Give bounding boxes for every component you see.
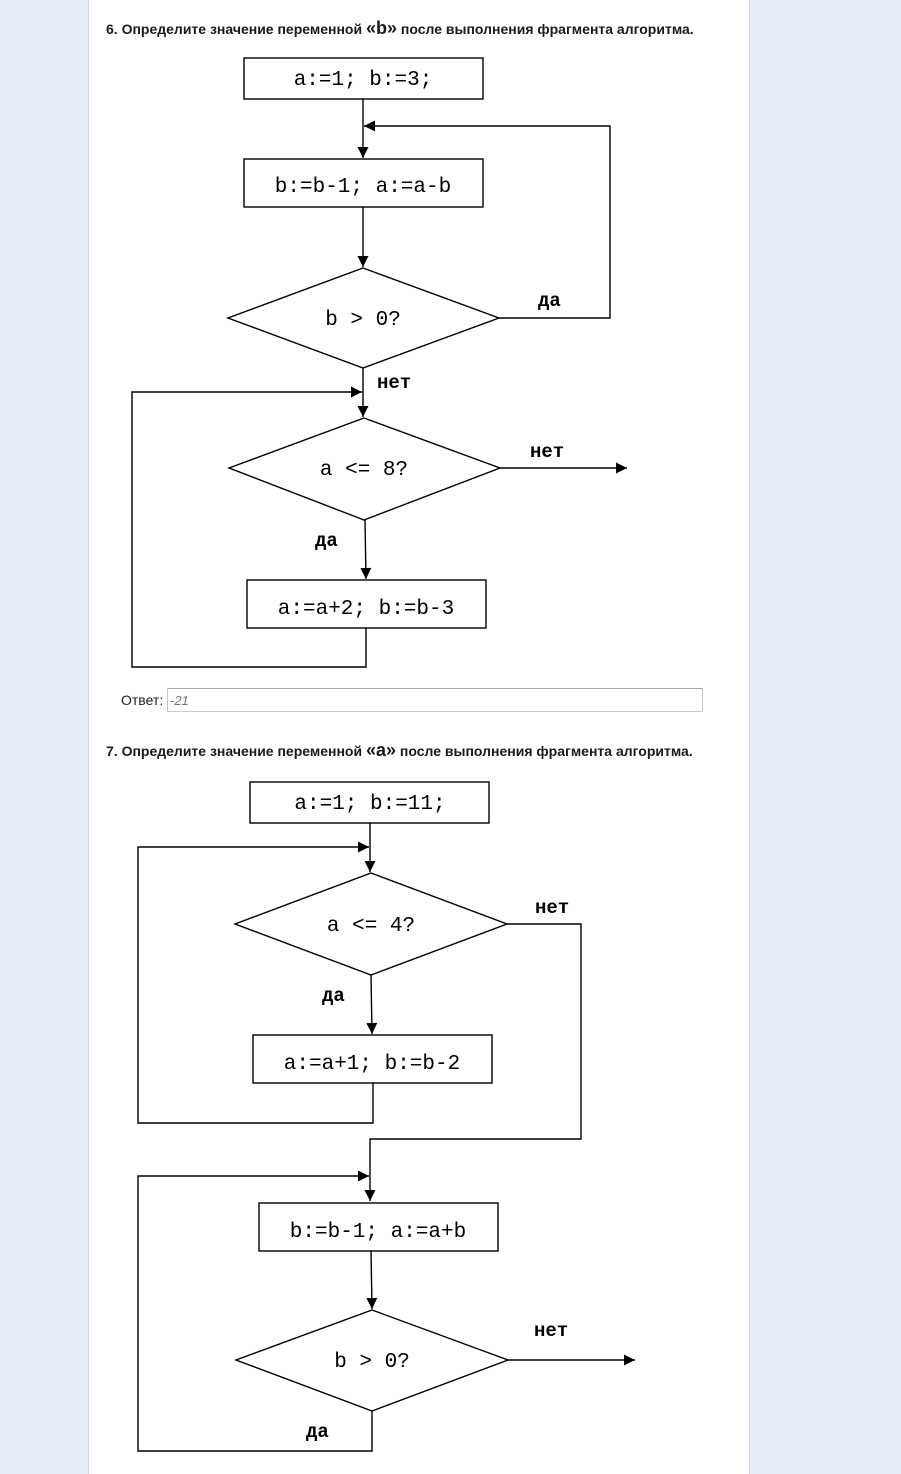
- question-prefix: Определите значение переменной: [121, 743, 363, 759]
- question-suffix: после выполнения фрагмента алгоритма.: [400, 21, 694, 37]
- process-2-text: b:=b-1; a:=a+b: [289, 1221, 467, 1244]
- decision-1-text: b > 0?: [325, 309, 401, 332]
- no-label: нет: [535, 897, 570, 919]
- decision-2-text: b > 0?: [334, 1351, 410, 1374]
- process-1-text: a:=a+1; b:=b-2: [283, 1053, 461, 1076]
- yes-label: да: [315, 530, 338, 552]
- connector: [371, 975, 372, 1034]
- decision-2-text: a <= 8?: [319, 459, 409, 482]
- answer-label: Ответ:: [121, 692, 164, 708]
- decision-1-text: a <= 4?: [326, 915, 416, 938]
- flowchart-6: [132, 58, 627, 667]
- no-label: нет: [534, 1320, 569, 1342]
- connector: [371, 1251, 372, 1309]
- question-number: 7.: [106, 743, 118, 759]
- process-1-text: b:=b-1; a:=a-b: [274, 176, 452, 199]
- question-suffix: после выполнения фрагмента алгоритма.: [399, 743, 693, 759]
- question-prefix: Определите значение переменной: [121, 21, 363, 37]
- question-variable: «b»: [365, 18, 398, 38]
- question-variable: «a»: [365, 740, 397, 760]
- init-text: a:=1; b:=3;: [293, 69, 433, 92]
- yes-label: да: [322, 985, 345, 1007]
- no-label: нет: [530, 441, 565, 463]
- connector: [365, 520, 366, 579]
- no-label: нет: [377, 372, 412, 394]
- init-text: a:=1; b:=11;: [294, 793, 446, 816]
- yes-label: да: [538, 290, 561, 312]
- yes-label: да: [306, 1421, 329, 1443]
- question-number: 6.: [106, 21, 118, 37]
- process-2-text: a:=a+2; b:=b-3: [277, 598, 455, 621]
